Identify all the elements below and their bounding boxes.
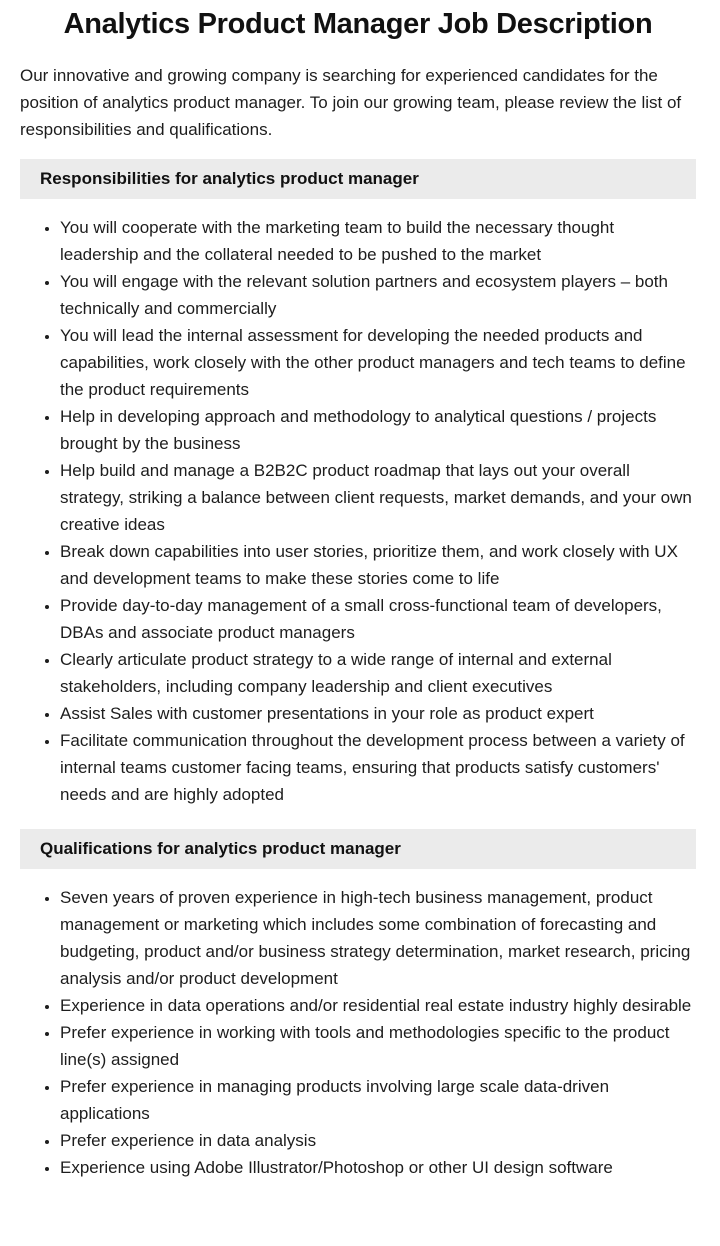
list-item: • Prefer experience in working with tools and methodologies specific to the product line(s) assigned (60, 1019, 696, 1073)
page-title: Analytics Product Manager Job Description (63, 8, 653, 40)
qualifications-section (20, 829, 696, 1181)
list-item: • Seven years of proven experience in high-tech business management, product management or marketing which includes some combination of forecasting and budgeting, product and/or business strategy determination, market research, pricing analysis and/or product development (60, 884, 696, 992)
list-item: • You will lead the internal assessment for developing the needed products and capabilities, work closely with the other product managers and tech teams to define the product requirements (60, 322, 696, 403)
job-description-page (20, 4, 696, 1181)
list-item: • Assist Sales with customer presentations in your role as product expert (60, 700, 696, 727)
list-item: • Help in developing approach and methodology to analytical questions / projects brought by the business (60, 403, 696, 457)
intro-paragraph: Our innovative and growing company is searching for experienced candidates for the position of analytics product manager. To join our growing team, please review the list of responsibilities and qualifications. (20, 66, 682, 139)
list-item: • Facilitate communication throughout the development process between a variety of internal teams customer facing teams, ensuring that products satisfy customers' needs and are highly adopted (60, 727, 696, 808)
list-item: • Clearly articulate product strategy to a wide range of internal and external stakeholders, including company leadership and client executives (60, 646, 696, 700)
responsibilities-heading: Responsibilities for analytics product manager (20, 159, 696, 199)
list-item: • Prefer experience in managing products involving large scale data-driven applications (60, 1073, 696, 1127)
list-item: • Help build and manage a B2B2C product roadmap that lays out your overall strategy, striking a balance between client requests, market demands, and your own creative ideas (60, 457, 696, 538)
list-item: • You will cooperate with the marketing team to build the necessary thought leadership and the collateral needed to be pushed to the market (60, 214, 696, 268)
responsibilities-section (20, 159, 696, 808)
list-item: • Prefer experience in data analysis (60, 1127, 696, 1154)
list-item: • You will engage with the relevant solution partners and ecosystem players – both technically and commercially (60, 268, 696, 322)
list-item: • Experience using Adobe Illustrator/Photoshop or other UI design software (60, 1154, 696, 1181)
responsibilities-list (20, 214, 696, 808)
list-item: • Provide day-to-day management of a small cross-functional team of developers, DBAs and associate product managers (60, 592, 696, 646)
list-item: • Break down capabilities into user stories, prioritize them, and work closely with UX and development teams to make these stories come to life (60, 538, 696, 592)
qualifications-heading: Qualifications for analytics product manager (20, 829, 696, 869)
list-item: • Experience in data operations and/or residential real estate industry highly desirable (60, 992, 696, 1019)
qualifications-list (20, 884, 696, 1181)
